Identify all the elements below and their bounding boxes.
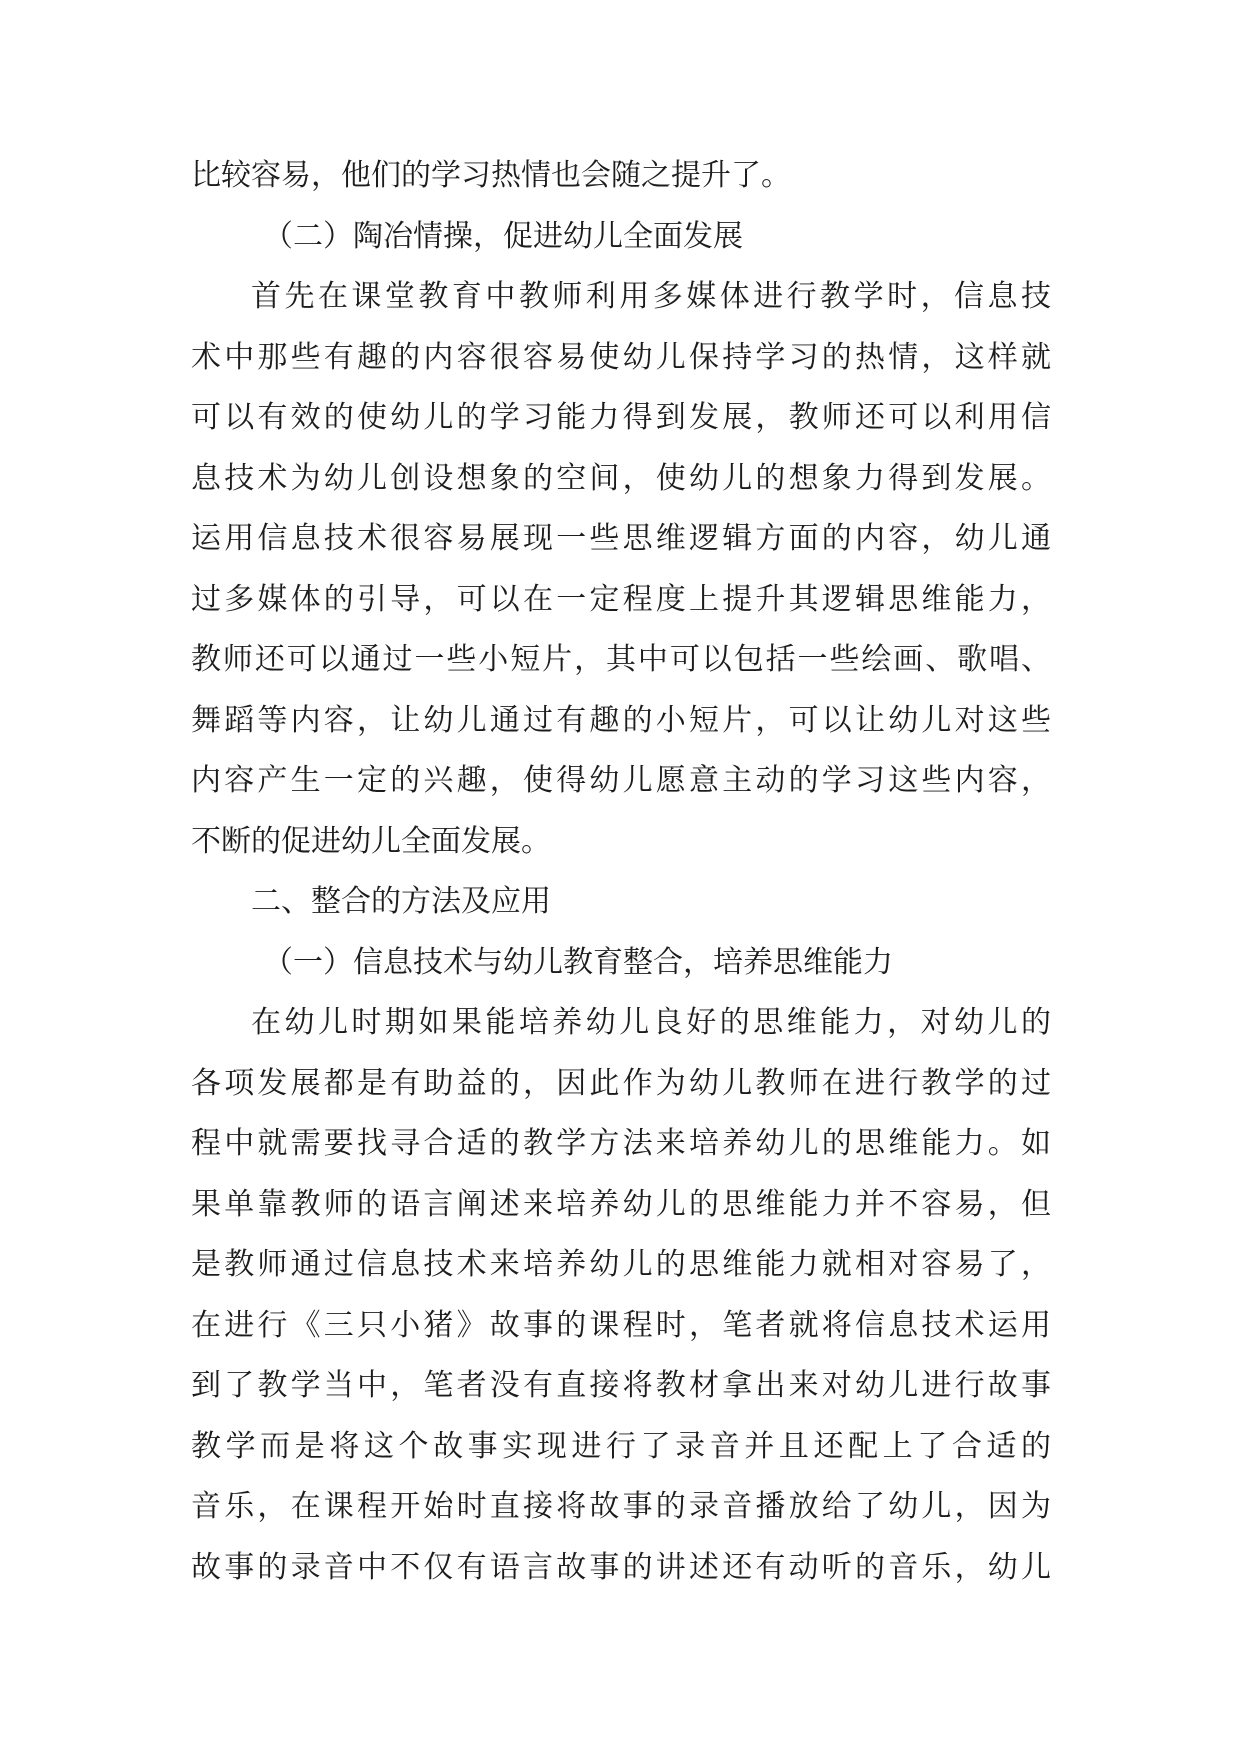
paragraph-line: 故事的录音中不仅有语言故事的讲述还有动听的音乐，幼儿 [191, 1549, 1051, 1585]
section-heading-2: （一）信息技术与幼儿教育整合，培养思维能力 [263, 944, 893, 980]
paragraph-line: 在幼儿时期如果能培养幼儿良好的思维能力，对幼儿的 [251, 1005, 1051, 1040]
paragraph-line: 到了教学当中，笔者没有直接将教材拿出来对幼儿进行故事 [191, 1368, 1051, 1403]
paragraph-line: 音乐，在课程开始时直接将故事的录音播放给了幼儿，因为 [191, 1489, 1051, 1524]
paragraph-line: 是教师通过信息技术来培养幼儿的思维能力就相对容易了， [191, 1247, 1051, 1282]
paragraph-line: 舞蹈等内容，让幼儿通过有趣的小短片，可以让幼儿对这些 [191, 702, 1051, 738]
paragraph-line: 运用信息技术很容易展现一些思维逻辑方面的内容，幼儿通 [191, 521, 1051, 556]
paragraph-line: 教师还可以通过一些小短片，其中可以包括一些绘画、歌唱、 [191, 642, 1051, 677]
paragraph-line: 比较容易，他们的学习热情也会随之提升了。 [191, 158, 791, 193]
paragraph-line: 不断的促进幼儿全面发展。 [191, 823, 551, 859]
paragraph-line: 首先在课堂教育中教师利用多媒体进行教学时，信息技 [251, 279, 1051, 314]
paragraph-line: 教学而是将这个故事实现进行了录音并且还配上了合适的 [191, 1428, 1051, 1464]
paragraph-line: 过多媒体的引导，可以在一定程度上提升其逻辑思维能力， [191, 581, 1051, 617]
section-heading-2: （二）陶冶情操，促进幼儿全面发展 [263, 218, 743, 254]
section-heading-1: 二、整合的方法及应用 [251, 884, 551, 919]
paragraph-line: 在进行《三只小猪》故事的课程时，笔者就将信息技术运用 [191, 1307, 1051, 1343]
paragraph-line: 术中那些有趣的内容很容易使幼儿保持学习的热情，这样就 [191, 339, 1051, 375]
paragraph-line: 各项发展都是有助益的，因此作为幼儿教师在进行教学的过 [191, 1065, 1051, 1101]
document-body [191, 146, 1051, 1598]
paragraph-line: 内容产生一定的兴趣，使得幼儿愿意主动的学习这些内容， [191, 763, 1051, 798]
paragraph-line: 果单靠教师的语言阐述来培养幼儿的思维能力并不容易，但 [191, 1186, 1051, 1222]
paragraph-line: 息技术为幼儿创设想象的空间，使幼儿的想象力得到发展。 [191, 460, 1051, 496]
paragraph-line: 程中就需要找寻合适的教学方法来培养幼儿的思维能力。如 [191, 1126, 1051, 1161]
paragraph-line: 可以有效的使幼儿的学习能力得到发展，教师还可以利用信 [191, 400, 1051, 435]
